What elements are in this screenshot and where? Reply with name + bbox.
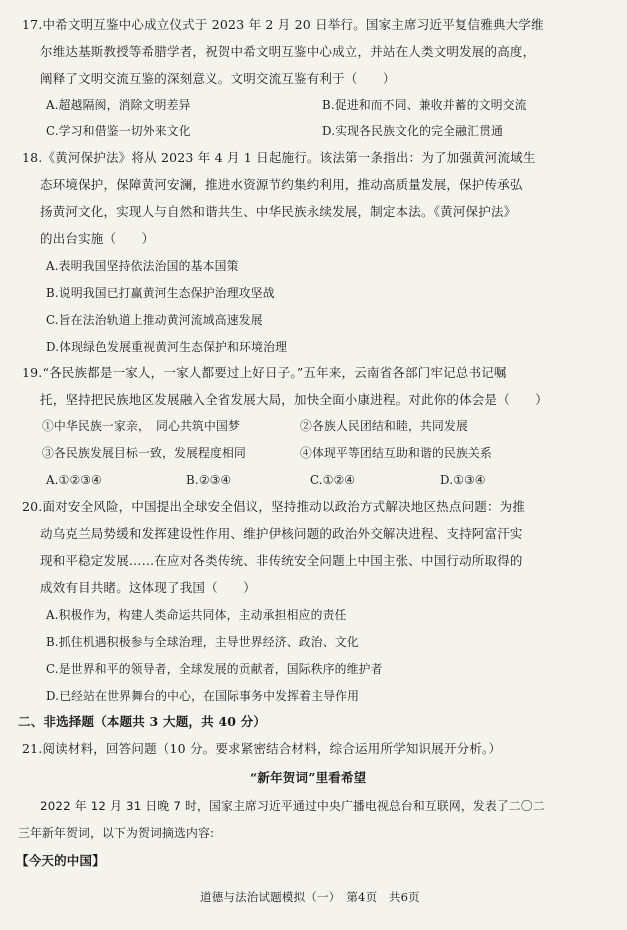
q20-line-3: 现和平稳定发展……在应对各类传统、非传统安全问题上中国主张、中国行动所取得的 xyxy=(40,553,523,568)
q20-option-a: A.积极作为，构建人类命运共同体，主动承担相应的责任 xyxy=(46,608,347,622)
q18-line-2: 态环境保护，保障黄河安澜，推进水资源节约集约利用，推动高质量发展，保护传承弘 xyxy=(40,177,523,192)
q20-line-1: 20.面对安全风险，中国提出全球安全倡议，坚持推动以政治方式解决地区热点问题：为推 xyxy=(22,499,526,514)
q19-option-a: A.①②③④ xyxy=(46,473,102,487)
q19-option-c: C.①②④ xyxy=(310,473,356,487)
q19-item-4: ④体现平等团结互助和谐的民族关系 xyxy=(300,446,492,460)
q17-option-c: C.学习和借鉴一切外来文化 xyxy=(46,124,191,138)
material-paragraph-line-1: 2022 年 12 月 31 日晚 7 时，国家主席习近平通过中央广播电视总台和互联网，发表了二〇二 xyxy=(40,799,545,813)
q19-item-2: ②各族人民团结和睦，共同发展 xyxy=(300,419,468,433)
q20-line-2: 动乌克兰局势缓和发挥建设性作用、维护伊核问题的政治外交解决进程、支持阿富汗实 xyxy=(40,526,523,541)
q19-item-3: ③各民族发展目标一致，发展程度相同 xyxy=(42,446,246,460)
q18-option-b: B.说明我国已打赢黄河生态保护治理攻坚战 xyxy=(46,286,275,300)
q18-option-d: D.体现绿色发展重视黄河生态保护和环境治理 xyxy=(46,340,288,354)
q21-prompt: 21.阅读材料，回答问题（10 分。要求紧密结合材料，综合运用所学知识展开分析。） xyxy=(22,741,502,756)
q17-option-b: B.促进和而不同、兼收并蓄的文明交流 xyxy=(322,98,527,112)
q18-option-a: A.表明我国坚持依法治国的基本国策 xyxy=(46,259,239,273)
q20-option-d: D.已经站在世界舞台的中心，在国际事务中发挥着主导作用 xyxy=(46,689,360,703)
material-paragraph-line-2: 三年新年贺词，以下为贺词摘选内容: xyxy=(18,826,215,840)
q19-option-d: D.①③④ xyxy=(440,473,486,487)
section-heading: 二、非选择题（本题共 3 大题，共 40 分） xyxy=(18,714,267,729)
q18-option-c: C.旨在法治轨道上推动黄河流域高速发展 xyxy=(46,313,263,327)
q18-line-3: 扬黄河文化，实现人与自然和谐共生、中华民族永续发展，制定本法。《黄河保护法》 xyxy=(40,204,517,219)
q20-line-4: 成效有目共睹。这体现了我国（ ） xyxy=(40,580,256,595)
q19-line-1: 19.“各民族都是一家人，一家人都要过上好日子。”五年来，云南省各部门牢记总书记嘱 xyxy=(22,365,507,380)
q17-line-1: 17.中希文明互鉴中心成立仪式于 2023 年 2 月 20 日举行。国家主席习近平复信雅典大学维 xyxy=(22,17,544,32)
q19-line-2: 托，坚持把民族地区发展融入全省发展大局，加快全面小康进程。对此你的体会是（ ） xyxy=(40,392,549,407)
q18-line-1: 18.《黄河保护法》将从 2023 年 4 月 1 日起施行。该法第一条指出：为了加强黄河流域生 xyxy=(22,150,536,165)
q19-option-b: B.②③④ xyxy=(186,473,232,487)
q20-option-b: B.抓住机遇积极参与全球治理，主导世界经济、政治、文化 xyxy=(46,635,359,649)
q17-line-3: 阐释了文明交流互鉴的深刻意义。文明交流互鉴有利于（ ） xyxy=(40,71,396,86)
q17-option-a: A.超越隔阂，消除文明差异 xyxy=(46,98,191,112)
material-subheading: 【今天的中国】 xyxy=(16,853,105,868)
q17-line-2: 尔维达基斯教授等希腊学者，祝贺中希文明互鉴中心成立，并站在人类文明发展的高度， xyxy=(40,44,536,59)
q20-option-c: C.是世界和平的领导者，全球发展的贡献者，国际秩序的维护者 xyxy=(46,662,383,676)
page-footer: 道德与法治试题模拟（一） 第4页 共6页 xyxy=(200,890,420,904)
q18-line-4: 的出台实施（ ） xyxy=(40,231,155,246)
q19-item-1: ①中华民族一家亲， 同心共筑中国梦 xyxy=(42,419,241,433)
material-title: “新年贺词”里看希望 xyxy=(250,770,367,785)
q17-option-d: D.实现各民族文化的完全融汇贯通 xyxy=(322,124,504,138)
